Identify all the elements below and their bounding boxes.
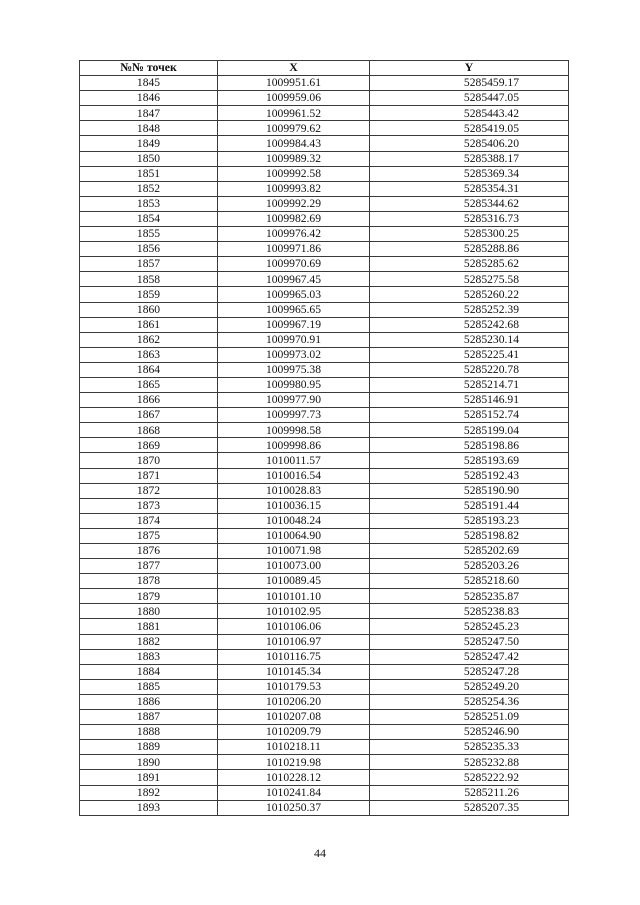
table-row	[80, 423, 569, 438]
table-row	[80, 272, 569, 287]
x-coordinate-cell: 1009979.62	[218, 121, 370, 136]
table-row	[80, 438, 569, 453]
point-number-cell: 1892	[80, 785, 218, 800]
table-row	[80, 287, 569, 302]
point-number-cell: 1880	[80, 604, 218, 619]
point-number-cell: 1873	[80, 498, 218, 513]
point-number-cell: 1874	[80, 513, 218, 528]
x-coordinate-cell: 1009998.86	[218, 438, 370, 453]
point-number-cell: 1866	[80, 393, 218, 408]
x-coordinate-cell: 1009998.58	[218, 423, 370, 438]
x-coordinate-cell: 1010207.08	[218, 710, 370, 725]
table-row	[80, 121, 569, 136]
table-row	[80, 166, 569, 181]
table-row	[80, 181, 569, 196]
table-row	[80, 559, 569, 574]
point-number-cell: 1853	[80, 196, 218, 211]
point-number-cell: 1881	[80, 619, 218, 634]
table-row	[80, 332, 569, 347]
table-row	[80, 257, 569, 272]
table-row	[80, 664, 569, 679]
point-number-cell: 1875	[80, 528, 218, 543]
point-number-cell: 1877	[80, 559, 218, 574]
x-coordinate-cell: 1009976.42	[218, 227, 370, 242]
table-row	[80, 604, 569, 619]
y-coordinate-cell: 5285247.50	[370, 634, 569, 649]
y-coordinate-cell: 5285198.82	[370, 528, 569, 543]
y-coordinate-cell: 5285275.58	[370, 272, 569, 287]
table-row	[80, 725, 569, 740]
point-number-cell: 1876	[80, 544, 218, 559]
table-row	[80, 483, 569, 498]
table-row	[80, 211, 569, 226]
y-coordinate-cell: 5285285.62	[370, 257, 569, 272]
table-row	[80, 770, 569, 785]
x-coordinate-cell: 1009971.86	[218, 242, 370, 257]
y-coordinate-cell: 5285238.83	[370, 604, 569, 619]
x-coordinate-cell: 1010219.98	[218, 755, 370, 770]
point-number-cell: 1886	[80, 694, 218, 709]
table-row	[80, 574, 569, 589]
table-row	[80, 393, 569, 408]
point-number-cell: 1845	[80, 76, 218, 91]
x-coordinate-cell: 1010073.00	[218, 559, 370, 574]
x-coordinate-cell: 1009973.02	[218, 347, 370, 362]
y-coordinate-cell: 5285242.68	[370, 317, 569, 332]
table-row	[80, 302, 569, 317]
point-number-cell: 1858	[80, 272, 218, 287]
x-coordinate-cell: 1009997.73	[218, 408, 370, 423]
x-coordinate-cell: 1010228.12	[218, 770, 370, 785]
x-coordinate-cell: 1009967.45	[218, 272, 370, 287]
table-row	[80, 227, 569, 242]
x-coordinate-cell: 1010071.98	[218, 544, 370, 559]
y-coordinate-cell: 5285254.36	[370, 694, 569, 709]
point-number-cell: 1859	[80, 287, 218, 302]
point-number-cell: 1889	[80, 740, 218, 755]
x-coordinate-cell: 1009992.29	[218, 196, 370, 211]
y-coordinate-cell: 5285190.90	[370, 483, 569, 498]
table-row	[80, 76, 569, 91]
x-coordinate-cell: 1010145.34	[218, 664, 370, 679]
x-coordinate-cell: 1010016.54	[218, 468, 370, 483]
point-number-cell: 1857	[80, 257, 218, 272]
y-coordinate-cell: 5285199.04	[370, 423, 569, 438]
x-coordinate-cell: 1010179.53	[218, 679, 370, 694]
table-row	[80, 377, 569, 392]
point-number-cell: 1882	[80, 634, 218, 649]
x-coordinate-cell: 1010048.24	[218, 513, 370, 528]
x-coordinate-cell: 1010102.95	[218, 604, 370, 619]
table-header	[80, 61, 569, 76]
y-coordinate-cell: 5285447.05	[370, 91, 569, 106]
table-row	[80, 513, 569, 528]
point-number-cell: 1852	[80, 181, 218, 196]
table-row	[80, 528, 569, 543]
y-coordinate-cell: 5285225.41	[370, 347, 569, 362]
point-number-cell: 1847	[80, 106, 218, 121]
y-coordinate-cell: 5285235.33	[370, 740, 569, 755]
y-coordinate-cell: 5285316.73	[370, 211, 569, 226]
point-number-cell: 1869	[80, 438, 218, 453]
y-coordinate-cell: 5285203.26	[370, 559, 569, 574]
y-coordinate-cell: 5285207.35	[370, 800, 569, 815]
point-number-cell: 1863	[80, 347, 218, 362]
point-number-cell: 1861	[80, 317, 218, 332]
x-coordinate-cell: 1009980.95	[218, 377, 370, 392]
point-number-cell: 1893	[80, 800, 218, 815]
table-row	[80, 468, 569, 483]
y-coordinate-cell: 5285251.09	[370, 710, 569, 725]
table-row	[80, 151, 569, 166]
header-x: X	[218, 61, 370, 76]
y-coordinate-cell: 5285369.34	[370, 166, 569, 181]
x-coordinate-cell: 1010036.15	[218, 498, 370, 513]
y-coordinate-cell: 5285235.87	[370, 589, 569, 604]
x-coordinate-cell: 1010064.90	[218, 528, 370, 543]
point-number-cell: 1855	[80, 227, 218, 242]
table-row	[80, 347, 569, 362]
y-coordinate-cell: 5285152.74	[370, 408, 569, 423]
y-coordinate-cell: 5285459.17	[370, 76, 569, 91]
x-coordinate-cell: 1010011.57	[218, 453, 370, 468]
x-coordinate-cell: 1009967.19	[218, 317, 370, 332]
x-coordinate-cell: 1009975.38	[218, 362, 370, 377]
point-number-cell: 1864	[80, 362, 218, 377]
point-number-cell: 1883	[80, 649, 218, 664]
y-coordinate-cell: 5285419.05	[370, 121, 569, 136]
y-coordinate-cell: 5285146.91	[370, 393, 569, 408]
y-coordinate-cell: 5285246.90	[370, 725, 569, 740]
table-row	[80, 634, 569, 649]
y-coordinate-cell: 5285344.62	[370, 196, 569, 211]
point-number-cell: 1872	[80, 483, 218, 498]
point-number-cell: 1891	[80, 770, 218, 785]
point-number-cell: 1849	[80, 136, 218, 151]
table-row	[80, 679, 569, 694]
table-row	[80, 710, 569, 725]
table-row	[80, 91, 569, 106]
x-coordinate-cell: 1010028.83	[218, 483, 370, 498]
x-coordinate-cell: 1010250.37	[218, 800, 370, 815]
header-row	[80, 61, 569, 76]
y-coordinate-cell: 5285252.39	[370, 302, 569, 317]
table-row	[80, 498, 569, 513]
table-row	[80, 106, 569, 121]
x-coordinate-cell: 1009959.06	[218, 91, 370, 106]
x-coordinate-cell: 1009961.52	[218, 106, 370, 121]
table-row	[80, 317, 569, 332]
point-number-cell: 1860	[80, 302, 218, 317]
x-coordinate-cell: 1010106.06	[218, 619, 370, 634]
y-coordinate-cell: 5285211.26	[370, 785, 569, 800]
y-coordinate-cell: 5285406.20	[370, 136, 569, 151]
table-body	[80, 76, 569, 816]
table-row	[80, 136, 569, 151]
y-coordinate-cell: 5285218.60	[370, 574, 569, 589]
y-coordinate-cell: 5285245.23	[370, 619, 569, 634]
point-number-cell: 1862	[80, 332, 218, 347]
point-number-cell: 1871	[80, 468, 218, 483]
y-coordinate-cell: 5285214.71	[370, 377, 569, 392]
x-coordinate-cell: 1010241.84	[218, 785, 370, 800]
header-point-number: №№ точек	[80, 61, 218, 76]
point-number-cell: 1878	[80, 574, 218, 589]
x-coordinate-cell: 1010101.10	[218, 589, 370, 604]
point-number-cell: 1848	[80, 121, 218, 136]
point-number-cell: 1888	[80, 725, 218, 740]
coordinates-table	[79, 60, 569, 816]
table-row	[80, 619, 569, 634]
table-row	[80, 755, 569, 770]
point-number-cell: 1856	[80, 242, 218, 257]
y-coordinate-cell: 5285191.44	[370, 498, 569, 513]
y-coordinate-cell: 5285193.23	[370, 513, 569, 528]
x-coordinate-cell: 1010209.79	[218, 725, 370, 740]
y-coordinate-cell: 5285443.42	[370, 106, 569, 121]
point-number-cell: 1867	[80, 408, 218, 423]
x-coordinate-cell: 1009993.82	[218, 181, 370, 196]
x-coordinate-cell: 1010116.75	[218, 649, 370, 664]
x-coordinate-cell: 1009984.43	[218, 136, 370, 151]
page-number: 44	[314, 846, 326, 860]
x-coordinate-cell: 1009965.03	[218, 287, 370, 302]
header-y: Y	[370, 61, 569, 76]
y-coordinate-cell: 5285230.14	[370, 332, 569, 347]
y-coordinate-cell: 5285192.43	[370, 468, 569, 483]
x-coordinate-cell: 1010218.11	[218, 740, 370, 755]
x-coordinate-cell: 1009982.69	[218, 211, 370, 226]
table-row	[80, 453, 569, 468]
y-coordinate-cell: 5285247.28	[370, 664, 569, 679]
x-coordinate-cell: 1009989.32	[218, 151, 370, 166]
y-coordinate-cell: 5285249.20	[370, 679, 569, 694]
x-coordinate-cell: 1009992.58	[218, 166, 370, 181]
table-row	[80, 649, 569, 664]
y-coordinate-cell: 5285193.69	[370, 453, 569, 468]
table-row	[80, 408, 569, 423]
point-number-cell: 1851	[80, 166, 218, 181]
y-coordinate-cell: 5285247.42	[370, 649, 569, 664]
x-coordinate-cell: 1009970.91	[218, 332, 370, 347]
table-row	[80, 785, 569, 800]
y-coordinate-cell: 5285300.25	[370, 227, 569, 242]
point-number-cell: 1850	[80, 151, 218, 166]
point-number-cell: 1846	[80, 91, 218, 106]
y-coordinate-cell: 5285198.86	[370, 438, 569, 453]
table-row	[80, 694, 569, 709]
point-number-cell: 1868	[80, 423, 218, 438]
point-number-cell: 1879	[80, 589, 218, 604]
point-number-cell: 1884	[80, 664, 218, 679]
table-row	[80, 589, 569, 604]
point-number-cell: 1887	[80, 710, 218, 725]
x-coordinate-cell: 1009977.90	[218, 393, 370, 408]
point-number-cell: 1870	[80, 453, 218, 468]
y-coordinate-cell: 5285222.92	[370, 770, 569, 785]
x-coordinate-cell: 1010106.97	[218, 634, 370, 649]
point-number-cell: 1890	[80, 755, 218, 770]
table-row	[80, 740, 569, 755]
y-coordinate-cell: 5285202.69	[370, 544, 569, 559]
x-coordinate-cell: 1009965.65	[218, 302, 370, 317]
point-number-cell: 1865	[80, 377, 218, 392]
y-coordinate-cell: 5285354.31	[370, 181, 569, 196]
y-coordinate-cell: 5285288.86	[370, 242, 569, 257]
y-coordinate-cell: 5285220.78	[370, 362, 569, 377]
y-coordinate-cell: 5285388.17	[370, 151, 569, 166]
table-row	[80, 196, 569, 211]
x-coordinate-cell: 1010206.20	[218, 694, 370, 709]
table-row	[80, 544, 569, 559]
x-coordinate-cell: 1009970.69	[218, 257, 370, 272]
y-coordinate-cell: 5285260.22	[370, 287, 569, 302]
table-row	[80, 242, 569, 257]
table-row	[80, 800, 569, 815]
point-number-cell: 1854	[80, 211, 218, 226]
x-coordinate-cell: 1009951.61	[218, 76, 370, 91]
x-coordinate-cell: 1010089.45	[218, 574, 370, 589]
y-coordinate-cell: 5285232.88	[370, 755, 569, 770]
table-row	[80, 362, 569, 377]
point-number-cell: 1885	[80, 679, 218, 694]
